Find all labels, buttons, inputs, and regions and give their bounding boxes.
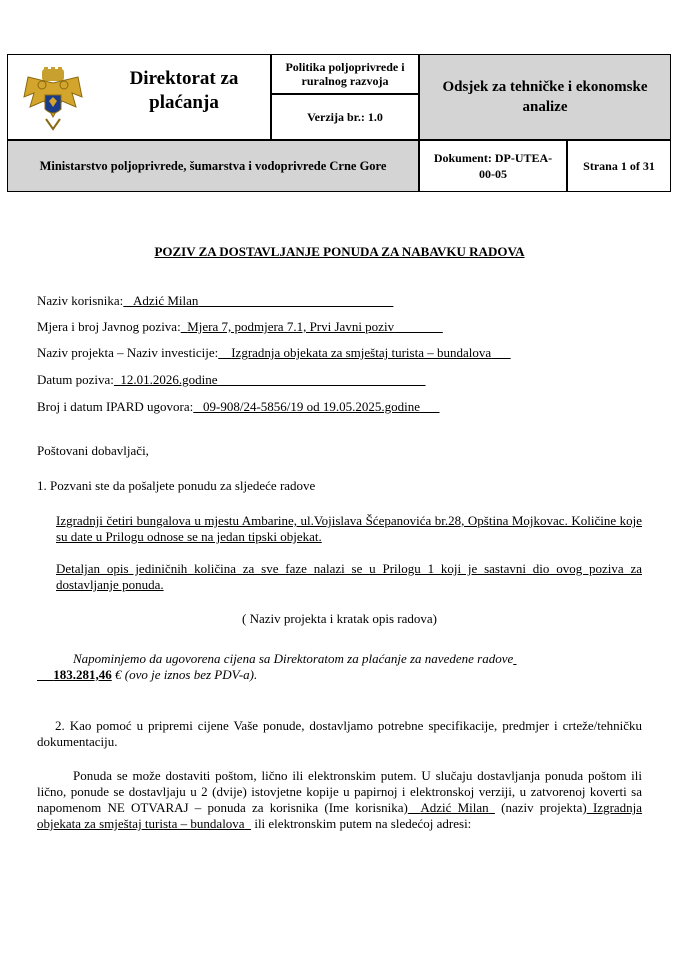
works-caption: ( Naziv projekta i kratak opis radova): [242, 611, 437, 626]
page-number-cell: Strana 1 of 31: [567, 140, 671, 192]
greeting: Poštovani dobavljači,: [37, 443, 149, 458]
document-number-cell: Dokument: DP-UTEA-00-05: [419, 140, 567, 192]
page-title: POZIV ZA DOSTAVLJANJE PONUDA ZA NABAVKU RADOVA: [154, 244, 525, 259]
contract-value: 09-908/24-5856/19 od 19.05.2025.godine: [203, 399, 421, 414]
department-cell: Odsjek za tehničke i ekonomske analize: [419, 54, 671, 140]
user-field: [37, 293, 393, 309]
project-value: Izgradnja objekata za smještaj turista – bundalova: [231, 345, 492, 360]
works-attachment-note: Detaljan opis jediničnih količina za sve faze nalazi se u Prilogu 1 koji je sastavni dio ovog poziva za dostavljanje ponuda.: [56, 561, 642, 592]
delivery-user: Adzić Milan: [420, 800, 489, 815]
measure-value: Mjera 7, podmjera 7.1, Prvi Javni poziv: [187, 319, 395, 334]
project-label: Naziv projekta – Naziv investicije:: [37, 345, 219, 360]
directorate-cell: [7, 54, 271, 140]
user-label: Naziv korisnika:: [37, 293, 124, 308]
price-amount: 183.281,46: [53, 667, 112, 682]
contract-label: Broj i datum IPARD ugovora:: [37, 399, 194, 414]
delivery-paragraph: Ponuda se može dostaviti poštom, lično ili elektronskim putem. U slučaju dostavljanja ponuda poštom ili lično, ponude se dostavljaju u 2 (dvije) istovjetne kopije u papirnoj i elektronskoj verziji, u zatvorenoj koverti sa napomenom NE OTVARAJ – ponuda za korisnika (Ime korisnika) Adzić Milan (naziv projekta) Izgradnja objekata za smještaj turista – bundalova ili elektronskim putem na sledećoj adresi:: [37, 768, 643, 831]
date-value: 12.01.2026.godine: [120, 372, 218, 387]
price-note: Napominjemo da ugovorena cijena sa Direktoratom za plaćanje za navedene radove: [73, 651, 514, 666]
item-2: 2. Kao pomoć u pripremi cijene Vaše ponude, dostavljamo potrebne specifikacije, predmjer i crteže/tehničku dokumentaciju.: [37, 718, 642, 749]
user-value: Adzić Milan: [133, 293, 199, 308]
coat-of-arms-emblem: [22, 67, 84, 133]
date-field: [37, 372, 426, 388]
works-description: Izgradnji četiri bungalova u mjestu Ambarine, ul.Vojislava Šćepanovića br.28, Opština Mojkovac. Količine koje su date u Prilogu odnose se na jedan tipski objekat.: [56, 513, 642, 544]
directorate-title: Direktorat za plaćanja: [129, 68, 239, 113]
measure-label: Mjera i broj Javnog poziva:: [37, 319, 181, 334]
delivery-project: Izgradnja objekata za smještaj turista – bundalova: [37, 800, 643, 831]
item-1: 1. Pozvani ste da pošaljete ponudu za sljedeće radove: [37, 478, 316, 493]
version-cell: Verzija br.: 1.0: [271, 94, 419, 140]
project-field: [37, 345, 511, 361]
date-label: Datum poziva:: [37, 372, 114, 387]
price-amount-line: [37, 667, 257, 683]
price-vat-note: € (ovo je iznos bez PDV-a).: [115, 667, 258, 682]
ministry-cell: Ministarstvo poljoprivrede, šumarstva i vodoprivrede Crne Gore: [7, 140, 419, 192]
policy-cell: Politika poljoprivrede i ruralnog razvoja: [271, 54, 419, 94]
measure-field: [37, 319, 443, 335]
document-header: [7, 54, 671, 192]
contract-field: [37, 399, 440, 415]
